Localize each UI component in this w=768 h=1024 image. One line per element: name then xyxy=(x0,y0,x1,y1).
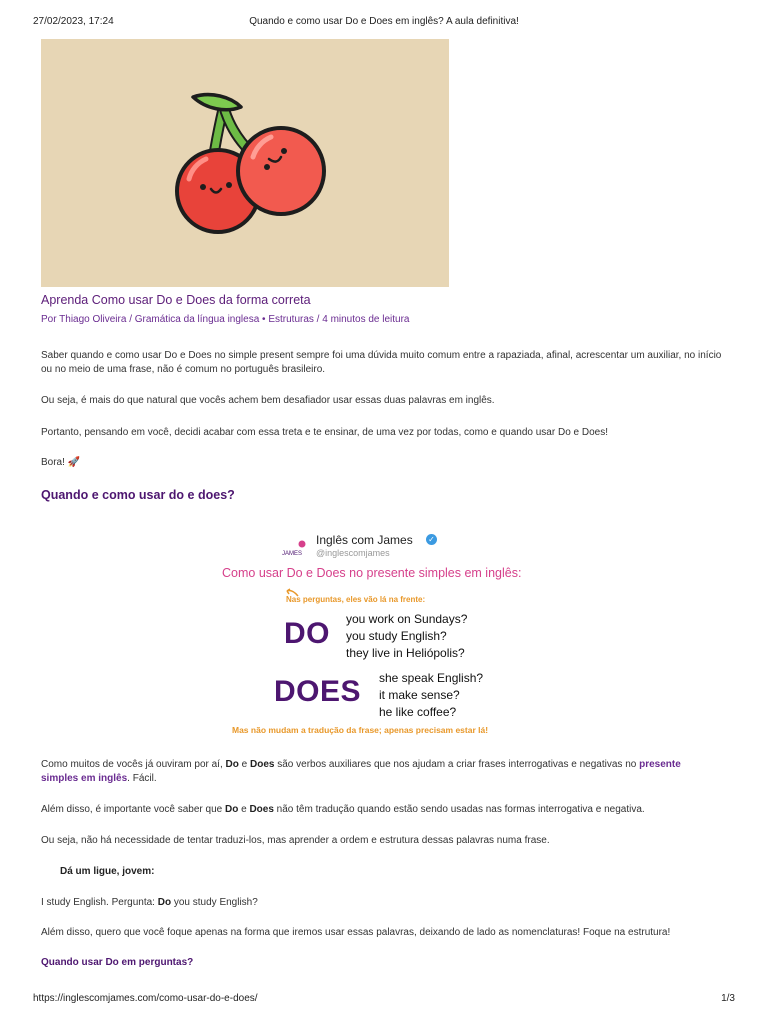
do-questions xyxy=(346,611,467,662)
do-question: you work on Sundays? xyxy=(346,612,468,626)
paragraph-intro: Saber quando e como usar Do e Does no simple present sempre foi uma dúvida muito comum entre a rapaziada, afinal, acrescentar um auxiliar, no início ou no meio de uma frase, não é comum no português brasileiro. xyxy=(41,350,722,375)
present-simple-link[interactable]: presente simples em inglês xyxy=(41,759,681,784)
paragraph-5: Como muitos de vocês já ouviram por aí, Do e Does são verbos auxiliares que nos ajudam a criar frases interrogativas e negativas no presente simples em inglês. Fácil. xyxy=(41,759,681,784)
section-heading-do-questions: Quando usar Do em perguntas? xyxy=(41,957,194,968)
do-question: they live in Heliópolis? xyxy=(346,646,465,660)
infographic xyxy=(222,525,552,745)
cherries-icon xyxy=(41,39,449,287)
hero-image xyxy=(41,39,449,287)
does-word: DOES xyxy=(274,675,362,708)
print-page-title: Quando e como usar Do e Does em inglês? A aula definitiva! xyxy=(249,16,519,27)
paragraph-7: Ou seja, não há necessidade de tentar traduzi-los, mas aprender a ordem e estrutura dessas palavras numa frase. xyxy=(41,835,550,846)
post-meta[interactable]: Por Thiago Oliveira / Gramática da língua inglesa • Estruturas / 4 minutos de leitura xyxy=(41,314,410,325)
does-questions xyxy=(379,670,483,721)
does-question: he like coffee? xyxy=(379,705,457,719)
print-page-number: 1/3 xyxy=(721,993,735,1004)
does-question: she speak English? xyxy=(379,671,484,685)
verified-check-icon: ✓ xyxy=(426,534,437,545)
do-question: you study English? xyxy=(346,629,447,643)
print-url: https://inglescomjames.com/como-usar-do-e-does/ xyxy=(33,993,258,1004)
paragraph-9: Além disso, quero que você foque apenas na forma que iremos usar essas palavras, deixando de lado as nomenclaturas! Foque na estrutura! xyxy=(41,927,671,938)
tip-callout: Dá um ligue, jovem: xyxy=(60,866,155,877)
do-word: DO xyxy=(284,617,330,650)
infographic-note: Nas perguntas, eles vão lá na frente: xyxy=(286,595,426,604)
paragraph-2: Ou seja, é mais do que natural que vocês achem bem desafiador usar essas duas palavras em inglês. xyxy=(41,395,495,406)
james-logo-icon xyxy=(280,539,310,557)
paragraph-4: Bora! 🚀 xyxy=(41,457,81,468)
profile-handle: @inglescomjames xyxy=(316,548,390,558)
profile-name: Inglês com James xyxy=(316,533,413,547)
infographic-heading: Como usar Do e Does no presente simples em inglês: xyxy=(222,566,522,580)
infographic-footer: Mas não mudam a tradução da frase; apenas precisam estar lá! xyxy=(232,725,489,735)
print-date: 27/02/2023, 17:24 xyxy=(33,16,114,27)
paragraph-8: I study English. Pergunta: Do you study English? xyxy=(41,897,258,908)
paragraph-3: Portanto, pensando em você, decidi acabar com essa treta e te ensinar, de uma vez por todas, como e quando usar Do e Does! xyxy=(41,427,608,438)
post-title: Aprenda Como usar Do e Does da forma correta xyxy=(41,293,311,307)
section-heading-when-how: Quando e como usar do e does? xyxy=(41,488,235,502)
does-question: it make sense? xyxy=(379,688,460,702)
paragraph-6: Além disso, é importante você saber que Do e Does não têm tradução quando estão sendo usadas nas formas interrogativa e negativa. xyxy=(41,804,645,815)
svg-text:JAMES: JAMES xyxy=(282,551,303,557)
